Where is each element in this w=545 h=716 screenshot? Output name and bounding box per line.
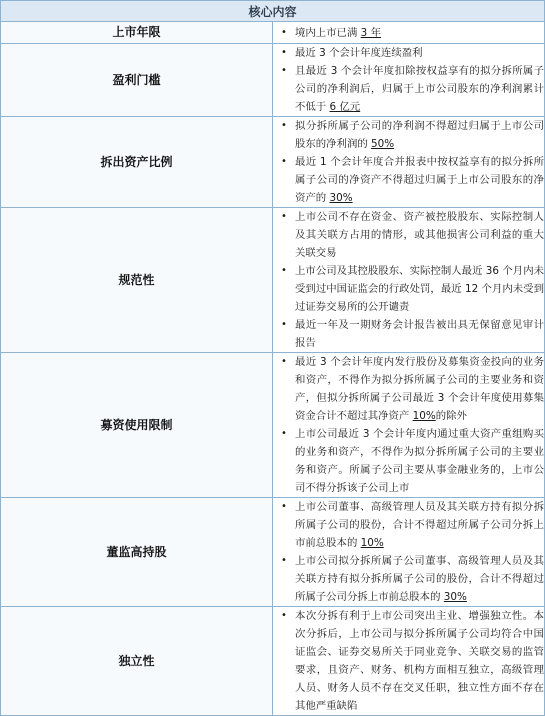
row-label: 上市年限 [1,22,273,44]
bullet-text-main: 本次分拆有利于上市公司突出主业、增强独立性。本次分拆后，上市公司与拟分拆所属子公司均符合中国证监会、证券交易所关于同业竞争、关联交易的监管要求，且资产、财务、机构方面相互独立，高级管理人员、财务人员不存在交叉任职，独立性方面不存在其他严重缺陷 [295,610,544,712]
bullet-text [295,552,544,606]
underlined-value: 6 亿元 [329,101,361,113]
underlined-value: 10% [412,410,436,422]
row-management-holdings [1,498,545,607]
underlined-value: 50% [371,138,395,150]
bullet-item [273,316,544,352]
row-independence [1,607,545,716]
row-label: 募资使用限制 [1,353,273,498]
bullet-text [295,262,544,316]
bullet-icon: • [281,265,287,276]
bullet-text-main: 上市公司拟分拆所属子公司董事、高级管理人员及其关联方持有拟分拆所属子公司的股份，合计不得超过所属子公司分拆上市前总股本的 [295,555,544,603]
bullet-icon: • [281,156,287,167]
row-compliance [1,208,545,353]
row-content [273,353,545,498]
row-label: 拆出资产比例 [1,117,273,208]
bullet-item [273,208,544,262]
row-profit-threshold [1,44,545,117]
underlined-value: 3 年 [360,26,381,39]
bullet-text-main: 上市公司董事、高级管理人员及其关联方持有拟分拆所属子公司的股份，合计不得超过所属子公司分拆上市前总股本的 [295,501,544,549]
row-fund-usage [1,353,545,498]
underlined-value: 30% [329,192,353,204]
row-spinoff-ratio [1,117,545,208]
bullet-item [273,607,544,715]
bullet-icon: • [281,356,287,367]
bullet-item [273,425,544,497]
bullet-item [273,498,544,552]
table-header-title: 核心内容 [1,1,545,22]
bullet-text [295,24,544,42]
bullet-item [273,24,544,42]
bullet-text-main: 最近一年及一期财务会计报告被出具无保留意见审计报告 [295,319,544,349]
bullet-text-main: 最近 3 个会计年度连续盈利 [295,47,423,59]
bullet-text [295,498,544,552]
row-content [273,607,545,716]
bullet-icon: • [281,120,287,131]
bullet-text [295,208,544,262]
bullet-item [273,44,544,62]
bullet-text-tail: 的除外 [435,410,467,422]
bullet-text-main: 境内上市已满 [295,26,361,39]
bullet-text-main: 上市公司不存在资金、资产被控股股东、实际控制人及其关联方占用的情形，或其他损害公司利益的重大关联交易 [295,211,544,259]
bullet-text [295,425,544,497]
bullet-icon: • [281,319,287,330]
bullet-item [273,552,544,606]
bullet-item [273,353,544,425]
row-content [273,208,545,353]
row-content [273,498,545,607]
bullet-item [273,62,544,116]
bullet-text-main: 上市公司及其控股股东、实际控制人最近 36 个月内未受到过中国证监会的行政处罚，最近 12 个月内未受到过证券交易所的公开谴责 [295,265,544,313]
bullet-text [295,117,544,153]
bullet-item [273,262,544,316]
row-label: 董监高持股 [1,498,273,607]
bullet-icon: • [281,65,287,76]
bullet-icon: • [281,47,287,58]
bullet-text-main: 最近 1 个会计年度合并报表中按权益享有的拟分拆所属子公司的净资产不得超过归属于上市公司股东的净资产的 [295,156,544,204]
bullet-icon: • [281,610,287,621]
row-label: 盈利门槛 [1,44,273,117]
bullet-text [295,153,544,207]
underlined-value: 10% [360,537,384,549]
bullet-text-main: 最近 3 个会计年度内发行股份及募集资金投向的业务和资产，不得作为拟分拆所属子公司的主要业务和资产，但拟分拆所属子公司最近 3 个会计年度使用募集资金合计不超过其净资产 [295,356,544,422]
bullet-text [295,607,544,715]
bullet-icon: • [281,501,287,512]
underlined-value: 30% [443,591,467,603]
bullet-icon: • [281,211,287,222]
bullet-text [295,44,544,62]
bullet-text-main: 拟分拆所属子公司的净利润不得超过归属于上市公司股东的净利润的 [295,120,544,150]
bullet-text [295,62,544,116]
bullet-text [295,353,544,425]
row-listing-years [1,22,545,44]
bullet-icon: • [281,428,287,439]
bullet-icon: • [281,555,287,566]
row-content [273,44,545,117]
row-content [273,22,545,44]
bullet-icon: • [281,26,287,38]
bullet-text-main: 上市公司最近 3 个会计年度内通过重大资产重组购买的业务和资产，不得作为拟分拆所属子公司的主要业务和资产。所属子公司主要从事金融业务的，上市公司不得分拆该子公司上市 [295,428,544,494]
bullet-text-main: 且最近 3 个会计年度扣除按权益享有的拟分拆所属子公司的净利润后，归属于上市公司股东的净利润累计不低于 [295,65,544,113]
row-label: 规范性 [1,208,273,353]
row-content [273,117,545,208]
row-label: 独立性 [1,607,273,716]
bullet-item [273,153,544,207]
bullet-text [295,316,544,352]
bullet-item [273,117,544,153]
